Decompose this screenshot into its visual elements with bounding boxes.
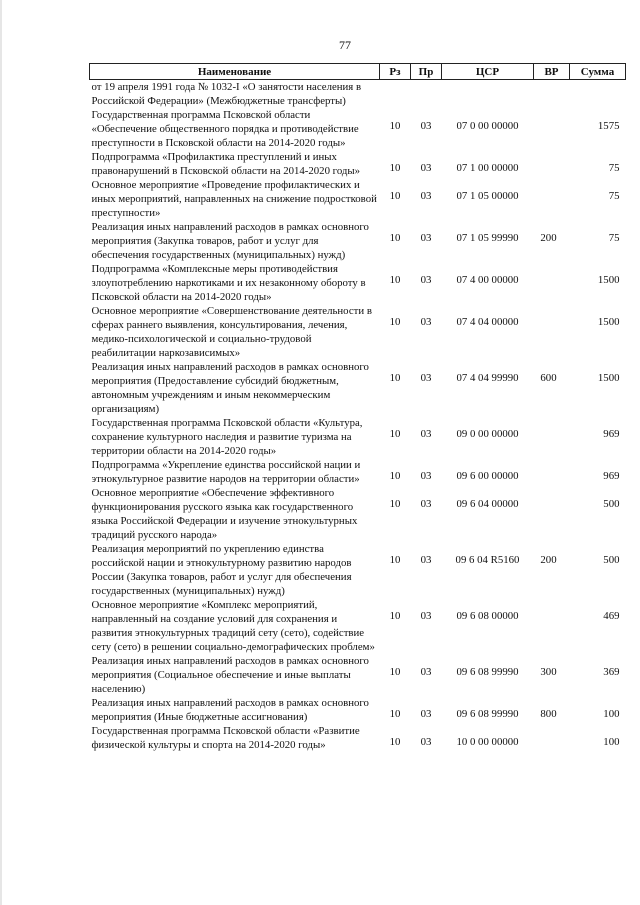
cell-vr <box>534 416 570 458</box>
cell-pr: 03 <box>420 316 432 328</box>
table-row <box>90 458 626 486</box>
cell-rz: 10 <box>389 232 401 244</box>
header-name: Наименование <box>90 64 380 80</box>
cell-vr <box>534 262 570 304</box>
cell-rz: 10 <box>389 120 401 132</box>
cell-name: Государственная программа Псковской области «Развитие физической культуры и спорта на 2014-2020 годы» <box>91 725 360 751</box>
cell-rz: 10 <box>389 708 401 720</box>
cell-csr: 07 1 05 00000 <box>456 190 519 202</box>
cell-sum: 969 <box>603 428 620 440</box>
table-row <box>90 150 626 178</box>
budget-table <box>89 63 626 752</box>
cell-vr <box>534 178 570 220</box>
page-number: 77 <box>339 38 351 52</box>
cell-csr: 09 6 04 00000 <box>456 498 519 510</box>
cell-sum: 500 <box>603 554 620 566</box>
cell-name: Реализация мероприятий по укреплению единства российской нации и этнокультурному развитию народов России (Закупка товаров, работ и услуг для обеспечения государственных (муниципальных) нужд) <box>91 543 352 597</box>
cell-sum: 369 <box>603 666 620 678</box>
cell-sum: 100 <box>603 708 620 720</box>
cell-name: Основное мероприятие «Проведение профилактических и иных мероприятий, направленных на снижение подростковой преступности» <box>91 179 377 219</box>
cell-sum: 1500 <box>597 372 620 384</box>
cell-vr: 800 <box>540 708 557 720</box>
cell-vr: 300 <box>540 666 557 678</box>
table-row <box>90 262 626 304</box>
table-row <box>90 416 626 458</box>
cell-name: Подпрограмма «Укрепление единства российской нации и этнокультурное развитие народов на территории области» <box>91 459 361 485</box>
cell-csr: 09 0 00 00000 <box>456 428 519 440</box>
table-body <box>90 80 626 753</box>
table-row <box>90 598 626 654</box>
cell-sum: 1575 <box>597 120 620 132</box>
cell-pr: 03 <box>420 708 432 720</box>
table-row <box>90 80 626 109</box>
cell-sum: 1500 <box>597 274 620 286</box>
table-row <box>90 108 626 150</box>
cell-rz: 10 <box>389 498 401 510</box>
cell-name: Подпрограмма «Профилактика преступлений и иных правонарушений в Псковской области на 2014-2020 годы» <box>91 151 361 177</box>
cell-csr: 07 4 04 99990 <box>456 372 519 384</box>
table-row <box>90 304 626 360</box>
cell-name: Реализация иных направлений расходов в рамках основного мероприятия (Социальное обеспечение и иные выплаты населению) <box>91 655 369 695</box>
cell-pr: 03 <box>420 274 432 286</box>
cell-rz: 10 <box>389 274 401 286</box>
cell-name: Основное мероприятие «Совершенствование деятельности в сферах раннего выявления, консультирования, лечения, медико-психологической и социально-трудовой реабилитации наркозависимых» <box>91 305 372 359</box>
cell-pr: 03 <box>420 610 432 622</box>
cell-rz <box>380 80 411 109</box>
cell-rz: 10 <box>389 428 401 440</box>
cell-pr: 03 <box>420 498 432 510</box>
cell-rz: 10 <box>389 372 401 384</box>
scan-edge <box>0 0 2 905</box>
table-header-row <box>90 64 626 80</box>
cell-vr <box>534 108 570 150</box>
cell-rz: 10 <box>389 470 401 482</box>
cell-csr <box>442 80 534 109</box>
table-row <box>90 654 626 696</box>
cell-sum: 1500 <box>597 316 620 328</box>
cell-rz: 10 <box>389 162 401 174</box>
header-sum: Сумма <box>570 64 626 80</box>
cell-rz: 10 <box>389 554 401 566</box>
cell-pr: 03 <box>420 666 432 678</box>
cell-vr <box>534 724 570 752</box>
cell-csr: 09 6 08 00000 <box>456 610 519 622</box>
cell-sum: 500 <box>603 498 620 510</box>
cell-csr: 07 1 00 00000 <box>456 162 519 174</box>
cell-sum: 75 <box>608 232 620 244</box>
cell-rz: 10 <box>389 736 401 748</box>
cell-rz: 10 <box>389 190 401 202</box>
cell-vr <box>534 458 570 486</box>
cell-sum: 100 <box>603 736 620 748</box>
cell-pr: 03 <box>420 554 432 566</box>
cell-vr: 200 <box>540 554 557 566</box>
cell-vr: 200 <box>540 232 557 244</box>
header-vr: ВР <box>534 64 570 80</box>
cell-csr: 09 6 08 99990 <box>456 708 519 720</box>
cell-pr <box>411 80 442 109</box>
cell-csr: 07 1 05 99990 <box>456 232 519 244</box>
cell-vr <box>534 304 570 360</box>
table-row <box>90 696 626 724</box>
cell-csr: 07 4 00 00000 <box>456 274 519 286</box>
table-row <box>90 220 626 262</box>
table-row <box>90 542 626 598</box>
cell-vr <box>534 486 570 542</box>
cell-pr: 03 <box>420 162 432 174</box>
cell-csr: 10 0 00 00000 <box>456 736 519 748</box>
cell-name: Основное мероприятие «Обеспечение эффективного функционирования русского языка как государственного языка Российской Федерации и изучение этнокультурных традиций русского народа» <box>91 487 358 541</box>
cell-sum: 75 <box>608 162 620 174</box>
cell-pr: 03 <box>420 470 432 482</box>
cell-vr <box>534 80 570 109</box>
cell-name: Государственная программа Псковской области «Обеспечение общественного порядка и противодействие преступности в Псковской области на 2014-2020 годы» <box>91 109 359 149</box>
cell-name: Реализация иных направлений расходов в рамках основного мероприятия (Иные бюджетные ассигнования) <box>91 697 369 723</box>
cell-pr: 03 <box>420 120 432 132</box>
table-row <box>90 724 626 752</box>
header-csr: ЦСР <box>442 64 534 80</box>
cell-name: Реализация иных направлений расходов в рамках основного мероприятия (Закупка товаров, работ и услуг для обеспечения государственных (муниципальных) нужд) <box>91 221 369 261</box>
cell-name: Реализация иных направлений расходов в рамках основного мероприятия (Предоставление субсидий бюджетным, автономным учреждениям и иным некоммерческим организациям) <box>91 361 369 415</box>
cell-csr: 09 6 00 00000 <box>456 470 519 482</box>
cell-sum: 469 <box>603 610 620 622</box>
cell-csr: 07 4 04 00000 <box>456 316 519 328</box>
cell-pr: 03 <box>420 428 432 440</box>
cell-sum: 75 <box>608 190 620 202</box>
cell-pr: 03 <box>420 372 432 384</box>
cell-csr: 09 6 04 R5160 <box>455 554 520 566</box>
cell-csr: 07 0 00 00000 <box>456 120 519 132</box>
cell-name: от 19 апреля 1991 года № 1032-I «О занятости населения в Российской Федерации» (Межбюджетные трансферты) <box>91 81 362 107</box>
cell-csr: 09 6 08 99990 <box>456 666 519 678</box>
cell-pr: 03 <box>420 736 432 748</box>
cell-name: Подпрограмма «Комплексные меры противодействия злоупотреблению наркотиками и их незаконному обороту в Псковской области на 2014-2020 годы» <box>91 263 366 303</box>
header-rz: Рз <box>380 64 411 80</box>
table-row <box>90 178 626 220</box>
cell-sum <box>570 80 626 109</box>
cell-vr <box>534 598 570 654</box>
cell-vr <box>534 150 570 178</box>
header-pr: Пр <box>411 64 442 80</box>
cell-rz: 10 <box>389 666 401 678</box>
cell-sum: 969 <box>603 470 620 482</box>
table-row <box>90 360 626 416</box>
cell-name: Основное мероприятие «Комплекс мероприятий, направленный на создание условий для сохранения и развития этнокультурных традиций сету (сето), содействие сету (сето) в решении социально-демографических проблем» <box>91 599 375 653</box>
cell-rz: 10 <box>389 610 401 622</box>
cell-name: Государственная программа Псковской области «Культура, сохранение культурного наследия и развитие туризма на территории области на 2014-2020 годы» <box>91 417 363 457</box>
table-row <box>90 486 626 542</box>
cell-pr: 03 <box>420 232 432 244</box>
cell-rz: 10 <box>389 316 401 328</box>
cell-pr: 03 <box>420 190 432 202</box>
cell-vr: 600 <box>540 372 557 384</box>
